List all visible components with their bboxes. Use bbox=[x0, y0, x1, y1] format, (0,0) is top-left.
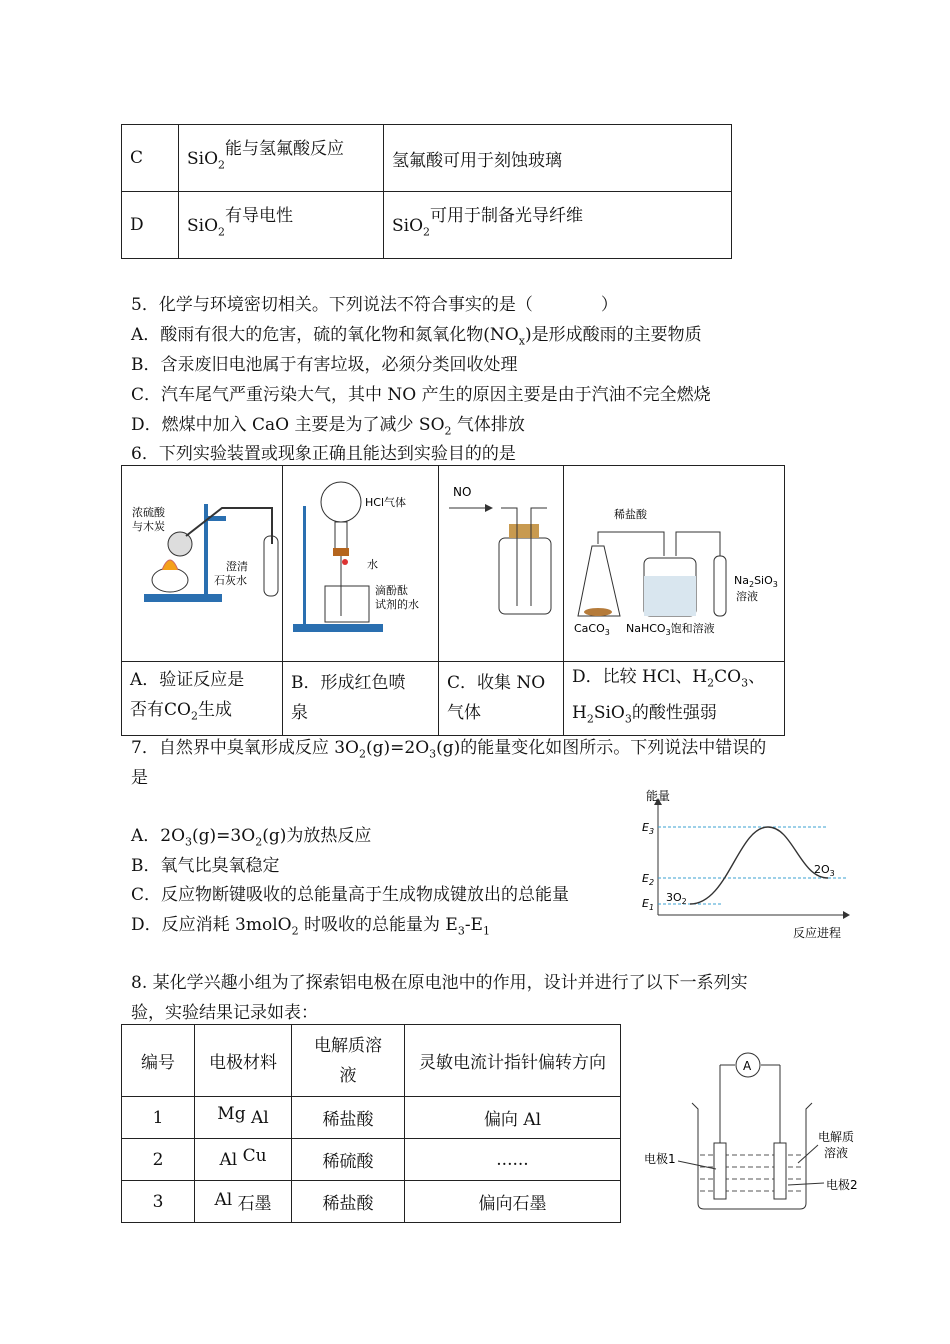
electrolyte-label-1: 电解质 bbox=[818, 1130, 855, 1144]
statement-b: SiO$_2$可用于制备光导纤维 bbox=[384, 192, 732, 259]
label-no: NO bbox=[453, 485, 472, 499]
apparatus-d bbox=[564, 466, 784, 656]
q5-option-a: A．酸雨有很大的危害，硫的氧化物和氮氧化物$(NO_x)$是形成酸雨的主要物质 bbox=[131, 325, 702, 348]
e3-label: $E_3$ bbox=[642, 821, 655, 836]
x-axis-label: 反应进程 bbox=[793, 926, 842, 940]
row-solution: 稀盐酸 bbox=[292, 1097, 405, 1139]
q7-stem-line1: 7．自然界中臭氧形成反应 $3O_2(g)=2O_3(g)$的能量变化如图所示。下列说法中错误的 bbox=[131, 738, 767, 761]
e1-label: $E_1$ bbox=[642, 897, 655, 912]
q5-option-c: C．汽车尾气严重污染大气，其中 NO 产生的原因主要是由于汽油不完全燃烧 bbox=[131, 385, 711, 405]
y-axis-label: 能量 bbox=[646, 789, 671, 803]
header-direction: 灵敏电流计指针偏转方向 bbox=[405, 1025, 621, 1097]
q8-stem-line2: 验，实验结果记录如表： bbox=[131, 1003, 318, 1023]
label-hcl-dilute: 稀盐酸 bbox=[614, 508, 647, 521]
q6-option-c: C．收集 NO 气体 bbox=[439, 662, 564, 736]
label-nahco3: NaHCO$_3$饱和溶液 bbox=[626, 622, 715, 637]
figure-a-cell bbox=[122, 466, 283, 662]
row-solution: 稀硫酸 bbox=[292, 1139, 405, 1181]
q5-option-b: B．含汞废旧电池属于有害垃圾，必须分类回收处理 bbox=[131, 355, 518, 375]
label-limewater: 石灰水 bbox=[214, 574, 247, 587]
q6-table bbox=[121, 465, 785, 736]
top-table bbox=[121, 124, 732, 259]
galvanic-cell-figure bbox=[640, 1045, 865, 1215]
electrode1-label: 电极1 bbox=[644, 1152, 676, 1166]
reactant-label: $3O_2$ bbox=[666, 891, 687, 906]
figure-d-cell bbox=[564, 466, 785, 662]
q5-stem: 5．化学与环境密切相关。下列说法不符合事实的是（ ） bbox=[131, 295, 618, 315]
apparatus-b bbox=[283, 466, 438, 656]
product-label: $2O_3$ bbox=[814, 863, 835, 878]
label-na2sio3: $Na_2SiO_3$ bbox=[734, 574, 778, 589]
q6-stem: 6．下列实验装置或现象正确且能达到实验目的的是 bbox=[131, 444, 516, 464]
row-solution: 稀盐酸 bbox=[292, 1181, 405, 1223]
row-direction: 偏向石墨 bbox=[405, 1181, 621, 1223]
q7-option-a: A．$2O_3(g)=3O_2(g)$为放热反应 bbox=[131, 826, 372, 849]
q6-option-b: B．形成红色喷 泉 bbox=[283, 662, 439, 736]
figure-c-cell bbox=[439, 466, 564, 662]
q7-stem-line2: 是 bbox=[131, 768, 148, 788]
q6-option-a: A．验证反应是 否有$CO_2$生成 bbox=[122, 662, 283, 736]
q8-table bbox=[121, 1024, 621, 1223]
header-electrolyte: 电解质溶 液 bbox=[292, 1025, 405, 1097]
label-reagent-water: 试剂的水 bbox=[375, 598, 419, 611]
row-number: 1 bbox=[122, 1097, 195, 1139]
row-electrodes: Mg Al bbox=[195, 1097, 292, 1139]
figure-b-cell bbox=[283, 466, 439, 662]
statement-a: SiO$_2$有导电性 bbox=[179, 192, 384, 259]
header-number: 编号 bbox=[122, 1025, 195, 1097]
label-phenol: 滴酚酞 bbox=[375, 584, 408, 597]
label-solution: 溶液 bbox=[736, 590, 758, 603]
row-number: 3 bbox=[122, 1181, 195, 1223]
label-conc-acid: 浓硫酸 bbox=[132, 506, 165, 519]
e2-label: $E_2$ bbox=[642, 872, 655, 887]
row-direction: ...... bbox=[405, 1139, 621, 1181]
label-hcl: HCl气体 bbox=[365, 496, 407, 509]
header-electrode: 电极材料 bbox=[195, 1025, 292, 1097]
row-letter: D bbox=[122, 192, 179, 259]
energy-diagram bbox=[628, 785, 853, 943]
q6-option-d: D．比较 HCl、$H_2CO_3$、 $H_2SiO_3$的酸性强弱 bbox=[564, 662, 785, 736]
apparatus-a bbox=[122, 466, 282, 656]
q8-stem-line1: 8. 某化学兴趣小组为了探索铝电极在原电池中的作用，设计并进行了以下一系列实 bbox=[131, 973, 748, 993]
row-letter: C bbox=[122, 125, 179, 192]
row-direction: 偏向 Al bbox=[405, 1097, 621, 1139]
apparatus-c bbox=[439, 466, 563, 656]
electrode2-label: 电极2 bbox=[826, 1178, 858, 1192]
ammeter-icon: A bbox=[743, 1059, 752, 1073]
statement-b: 氢氟酸可用于刻蚀玻璃 bbox=[384, 125, 732, 192]
statement-a: SiO$_2$能与氢氟酸反应 bbox=[179, 125, 384, 192]
q7-option-d: D．反应消耗 3molO$_2$ 时吸收的总能量为 $E_3-E_1$ bbox=[131, 915, 490, 938]
electrolyte-label-2: 溶液 bbox=[824, 1146, 849, 1160]
label-with-carbon: 与木炭 bbox=[132, 520, 165, 533]
label-water: 水 bbox=[367, 558, 378, 571]
row-number: 2 bbox=[122, 1139, 195, 1181]
q7-option-b: B．氧气比臭氧稳定 bbox=[131, 856, 280, 876]
label-clear: 澄清 bbox=[226, 560, 248, 573]
q5-option-d: D．燃煤中加入 CaO 主要是为了减少 $SO_2$ 气体排放 bbox=[131, 415, 525, 438]
q7-option-c: C．反应物断键吸收的总能量高于生成物成键放出的总能量 bbox=[131, 885, 570, 905]
label-caco3: CaCO$_3$ bbox=[574, 622, 610, 637]
row-electrodes: Al Cu bbox=[195, 1139, 292, 1181]
row-electrodes: Al 石墨 bbox=[195, 1181, 292, 1223]
